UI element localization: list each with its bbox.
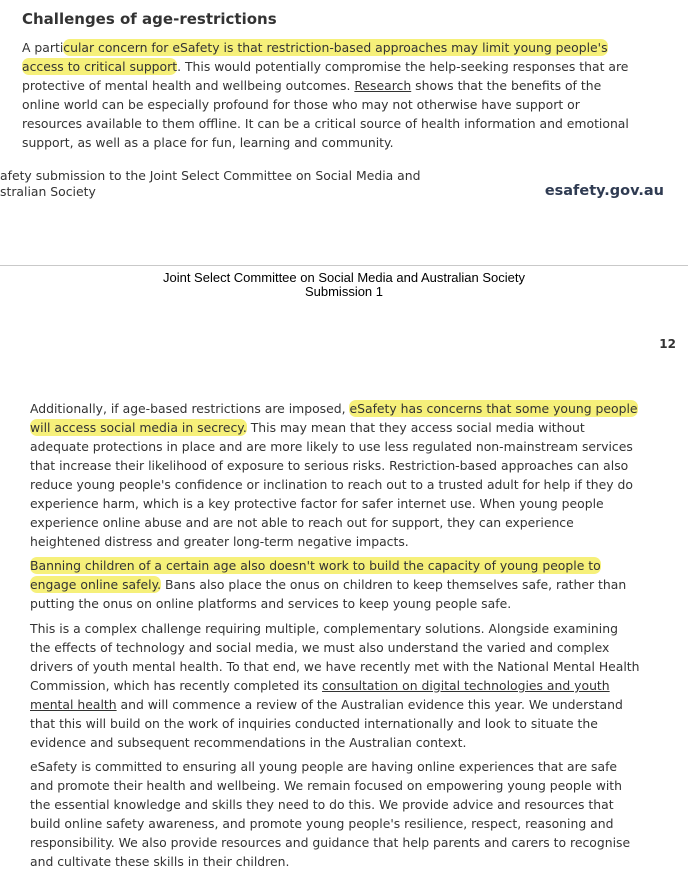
top-paragraph xyxy=(22,38,632,152)
committee-header xyxy=(0,271,688,299)
text-run: This is a complex challenge requiring multiple, complementary solutions. Alongside examining the effects of technology and social media, we must also understand the varied and complex drivers of youth mental health. To that end, we have recently met with the National Mental Health Commission, which has recently completed its xyxy=(30,621,640,693)
text-run: A parti xyxy=(22,40,64,55)
section-heading: Challenges of age-restrictions xyxy=(22,10,277,28)
committee-title: Joint Select Committee on Social Media and Australian Society xyxy=(162,270,526,285)
research-link[interactable]: Research xyxy=(354,78,412,93)
highlighted-text: eSafety has concerns that some young people will access social media in secrecy. xyxy=(30,401,638,435)
submission-number: Submission 1 xyxy=(304,284,384,299)
bottom-paragraph-1 xyxy=(30,399,640,551)
page-divider xyxy=(0,265,688,266)
text-run: Additionally, if age-based restrictions are imposed, xyxy=(30,401,350,416)
highlighted-text: cular concern for eSafety is that restriction-based approaches may limit young people's access to critical support xyxy=(22,40,608,74)
footer-submission-note: afety submission to the Joint Select Committee on Social Media and stralian Society xyxy=(0,168,421,199)
page-number: 12 xyxy=(659,337,676,351)
text-run: shows that the benefits of the online world can be especially profound for those who may not otherwise have support or resources available to them offline. It can be a critical source of health information and emotional support, as well as a place for fun, learning and community. xyxy=(22,78,629,150)
highlighted-text: Banning children of a certain age also doesn't work to build the capacity of young people to engage online safely. xyxy=(30,558,601,592)
bottom-paragraph-4: eSafety is committed to ensuring all young people are having online experiences that are safe and promote their health and wellbeing. We remain focused on empowering young people with the essential knowledge and skills they need to do this. We provide advice and resources that build online safety awareness, and promote young people's resilience, respect, reasoning and responsibility. We also provide resources and guidance that help parents and carers to recognise and cultivate these skills in their children. xyxy=(30,759,631,869)
text-run: This may mean that they access social media without adequate protections in place and are more likely to use less regulated non-mainstream services that increase their likelihood of exposure to serious risks. Restriction-based approaches can also reduce young people's confidence or inclination to reach out to a trusted adult for help if they do experience harm, which is a key protective factor for safer internet use. When young people experience online abuse and are not able to reach out for support, they can experience heightened distress and greater long-term negative impacts. xyxy=(30,420,634,549)
consultation-link[interactable]: consultation on digital technologies and youth mental health xyxy=(30,678,610,712)
text-run: and will commence a review of the Australian evidence this year. We understand that this will build on the work of inquiries conducted internationally and look to situate the evidence and subsequent recommendations in the Australian context. xyxy=(30,697,623,750)
bottom-paragraph-3 xyxy=(30,619,640,752)
esafety-logo-url: esafety.gov.au xyxy=(544,183,664,199)
text-run: . This would potentially compromise the help-seeking responses that are protective of mental health and wellbeing outcomes. xyxy=(22,59,629,93)
text-run: Bans also place the onus on children to keep themselves safe, rather than putting the onus on online platforms and services to keep young people safe. xyxy=(30,577,627,611)
bottom-paragraph-2 xyxy=(30,556,640,613)
